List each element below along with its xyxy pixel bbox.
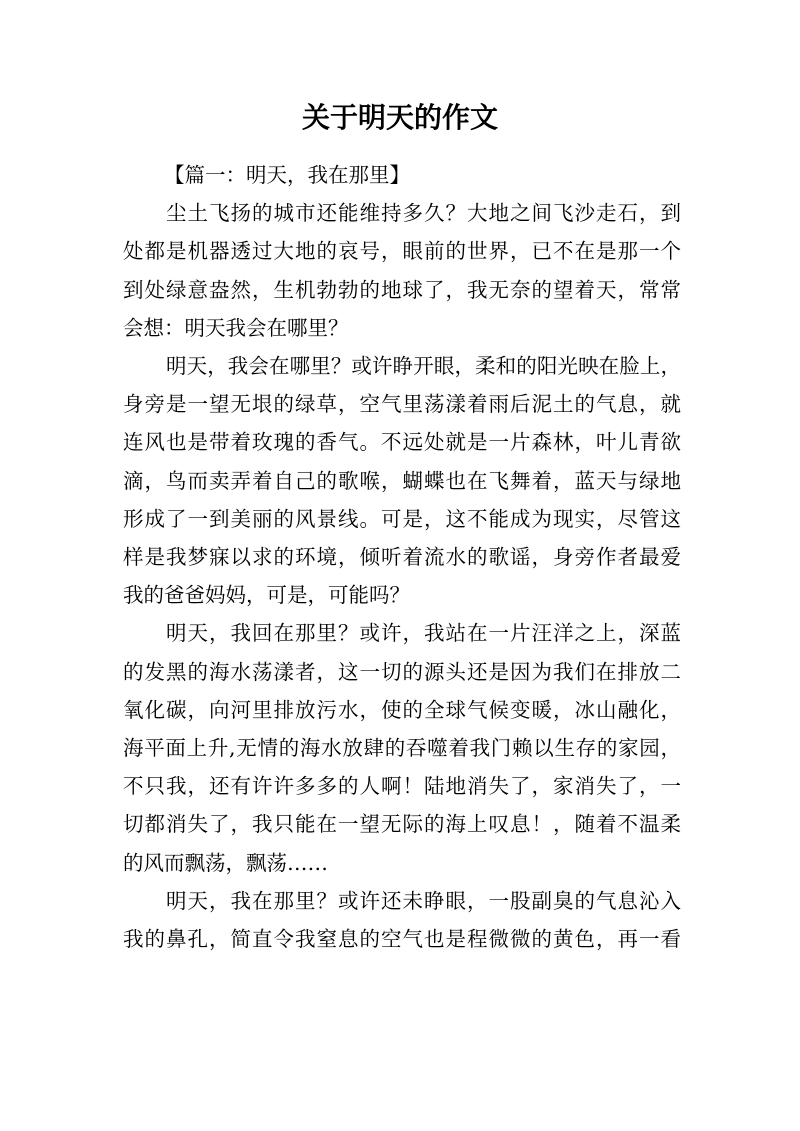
paragraph-line: 氧化碳，向河里排放污水，使的全球气候变暖，冰山融化， xyxy=(123,697,681,722)
document-title: 关于明天的作文 xyxy=(301,101,498,134)
paragraph-line: 切都消失了，我只能在一望无际的海上叹息！，随着不温柔 xyxy=(123,812,681,837)
paragraph-line: 尘土飞扬的城市还能维持多久？大地之间飞沙走石，到 xyxy=(166,201,681,226)
paragraph-line: 的发黑的海水荡漾者，这一切的源头还是因为我们在排放二 xyxy=(123,659,681,684)
paragraph-line: 明天，我在那里？或许还未睁眼，一股副臭的气息沁入 xyxy=(166,888,681,913)
section-heading: 【篇一：明天，我在那里】 xyxy=(164,163,410,187)
paragraph-line: 明天，我会在哪里？或许睁开眼，柔和的阳光映在脸上， xyxy=(166,354,681,379)
paragraph-line: 滴，鸟而卖弄着自己的歌喉，蝴蝶也在飞舞着，蓝天与绿地 xyxy=(123,468,681,493)
paragraph-line: 样是我梦寐以求的环境，倾听着流水的歌谣，身旁作者最爱 xyxy=(123,545,681,570)
paragraph-line: 连风也是带着玫瑰的香气。不远处就是一片森林，叶儿青欲 xyxy=(123,430,681,455)
paragraph-line: 到处绿意盎然，生机勃勃的地球了，我无奈的望着天，常常 xyxy=(123,277,681,302)
paragraph-line: 会想：明天我会在哪里？ xyxy=(123,315,349,340)
paragraph-line: 的风而飘荡，飘荡…… xyxy=(123,850,328,875)
paragraph-line: 海平面上升,无情的海水放肆的吞噬着我门赖以生存的家园， xyxy=(123,736,681,761)
paragraph-line: 不只我，还有许许多多的人啊！陆地消失了，家消失了，一 xyxy=(123,774,681,799)
paragraph-line: 我的爸爸妈妈，可是，可能吗？ xyxy=(123,583,410,608)
paragraph-line: 明天，我回在那里？或许，我站在一片汪洋之上，深蓝 xyxy=(166,621,681,646)
paragraph-line: 身旁是一望无垠的绿草，空气里荡漾着雨后泥土的气息，就 xyxy=(123,392,681,417)
document-body xyxy=(123,156,681,958)
paragraph-line: 处都是机器透过大地的哀号，眼前的世界，已不在是那一个 xyxy=(123,239,681,264)
paragraph-line: 我的鼻孔，简直令我窒息的空气也是程微微的黄色，再一看 xyxy=(123,927,681,952)
paragraph-line: 形成了一到美丽的风景线。可是，这不能成为现实，尽管这 xyxy=(123,506,681,531)
